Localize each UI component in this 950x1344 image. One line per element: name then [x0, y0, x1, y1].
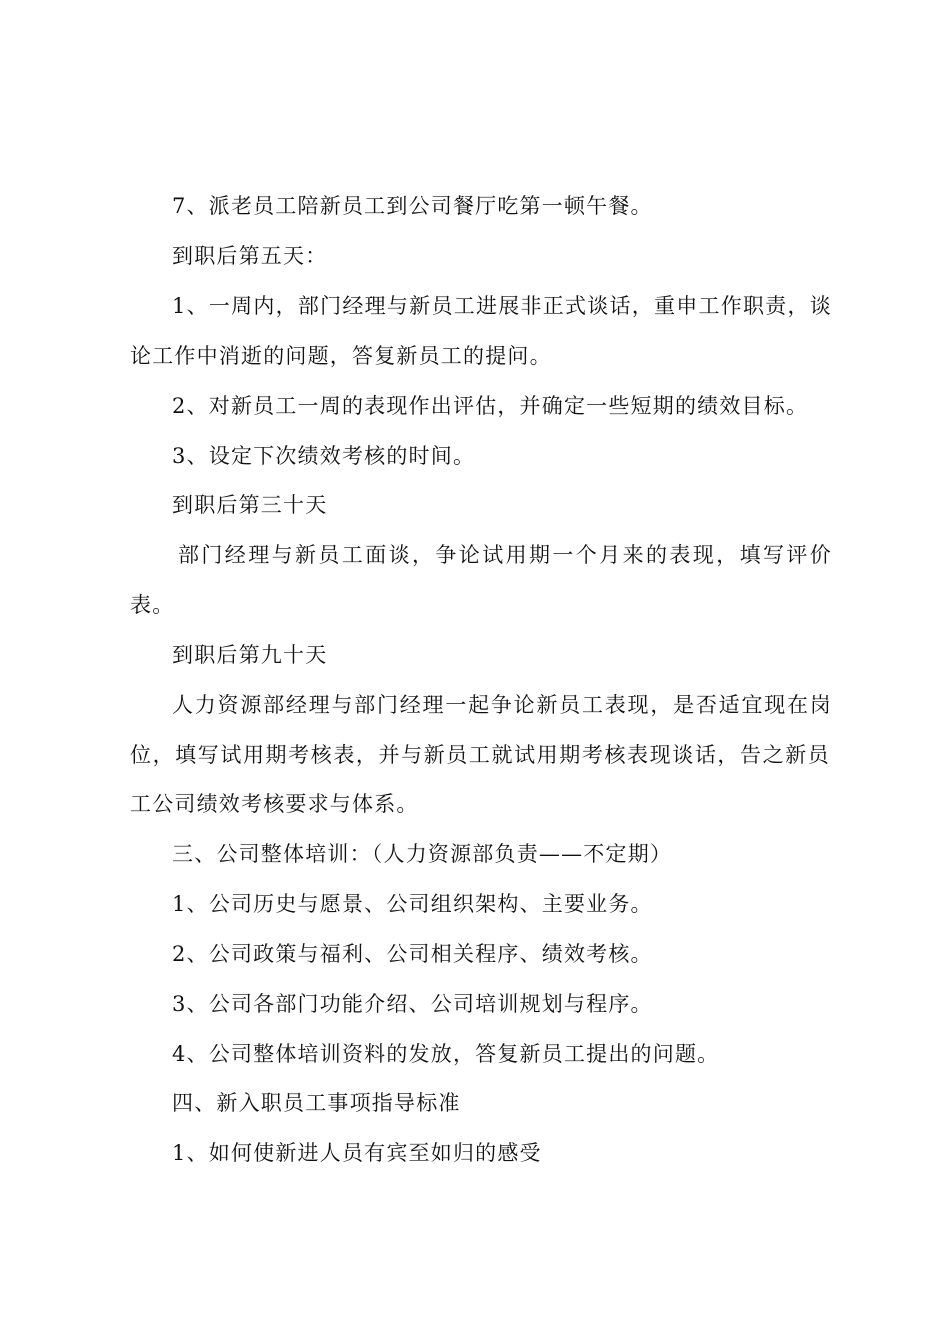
- section-heading: 到职后第九十天: [172, 643, 328, 667]
- section-heading: 到职后第三十天: [172, 493, 328, 517]
- paragraph-line: 3、设定下次绩效考核的时间。: [172, 444, 476, 468]
- paragraph-line: 3、公司各部门功能介绍、公司培训规划与程序。: [172, 992, 653, 1016]
- paragraph-line: 4、公司整体培训资料的发放，答复新员工提出的问题。: [172, 1042, 720, 1066]
- paragraph-line: 1、一周内，部门经理与新员工进展非正式谈话，重申工作职责，谈: [172, 294, 832, 318]
- paragraph-line: 人力资源部经理与部门经理一起争论新员工表现，是否适宜现在岗: [172, 693, 832, 717]
- paragraph-line: 位，填写试用期考核表，并与新员工就试用期考核表现谈话，告之新员: [130, 743, 830, 767]
- paragraph-line: 1、如何使新进人员有宾至如归的感受: [172, 1141, 542, 1165]
- paragraph-line: 2、对新员工一周的表现作出评估，并确定一些短期的绩效目标。: [172, 394, 809, 418]
- paragraph-line: 表。: [130, 593, 175, 617]
- section-heading: 四、新入职员工事项指导标准: [172, 1091, 461, 1115]
- section-heading: 三、公司整体培训：（人力资源部负责——不定期）: [172, 842, 673, 866]
- section-heading: 到职后第五天：: [172, 244, 328, 268]
- paragraph-line: 1、公司历史与愿景、公司组织架构、主要业务。: [172, 892, 653, 916]
- paragraph-line: 工公司绩效考核要求与体系。: [130, 792, 419, 816]
- paragraph-line: 2、公司政策与福利、公司相关程序、绩效考核。: [172, 942, 653, 966]
- paragraph-line: 部门经理与新员工面谈，争论试用期一个月来的表现，填写评价: [178, 543, 832, 567]
- paragraph-line: 论工作中消逝的问题，答复新员工的提问。: [130, 344, 552, 368]
- paragraph-line: 7、派老员工陪新员工到公司餐厅吃第一顿午餐。: [172, 194, 653, 218]
